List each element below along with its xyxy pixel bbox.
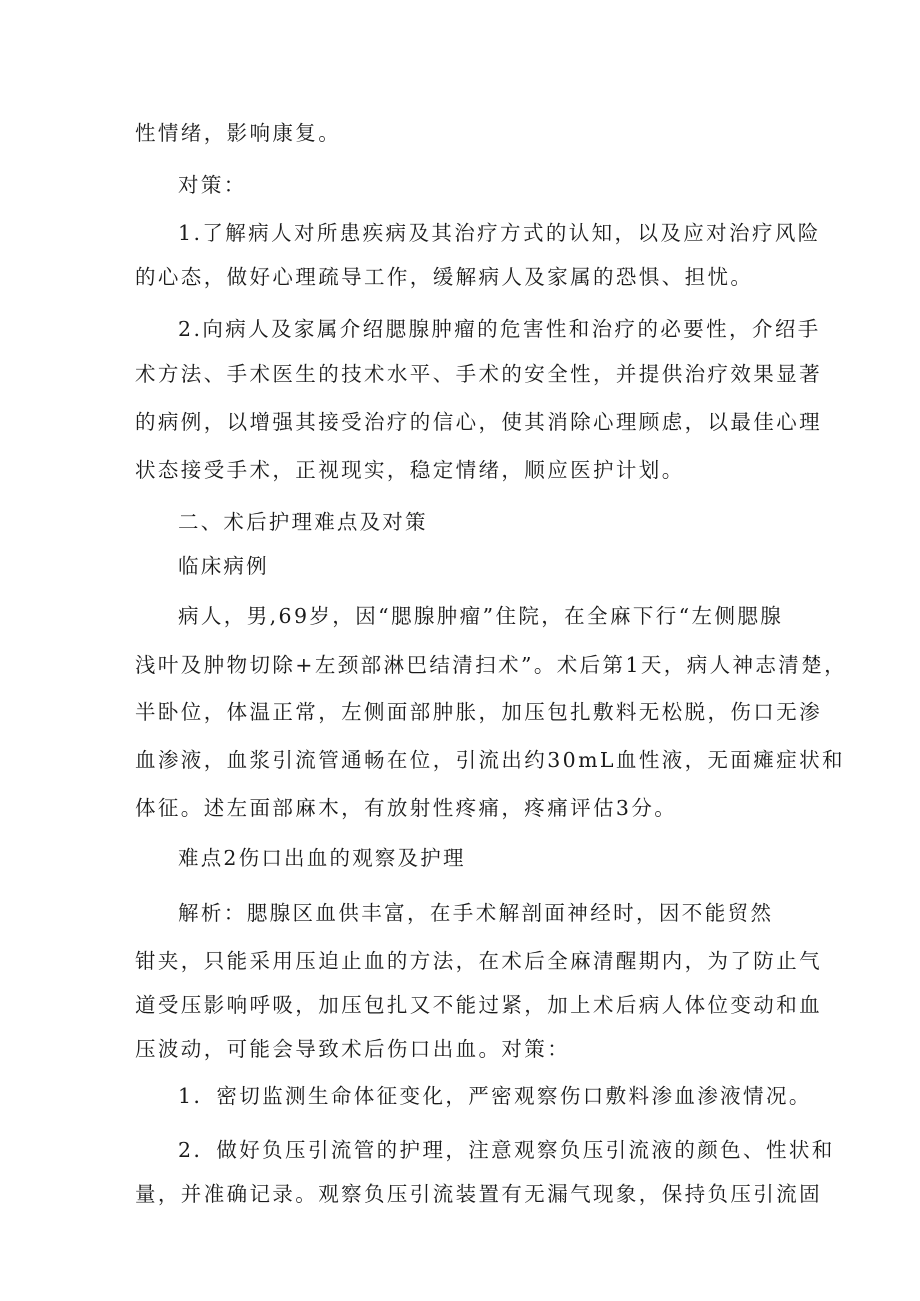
paragraph-line: 体征。述左面部麻木，有放射性疼痛，疼痛评估3分。 bbox=[135, 796, 678, 820]
paragraph-line: 压波动，可能会导致术后伤口出血。对策： bbox=[135, 1037, 571, 1061]
paragraph-line: 钳夹，只能采用压迫止血的方法，在术后全麻清醒期内，为了防止气 bbox=[135, 949, 822, 973]
list-item-line: 的病例，以增强其接受治疗的信心，使其消除心理顾虑，以最佳心理 bbox=[135, 410, 822, 434]
paragraph-line: 病人，男,69岁，因“腮腺肿瘤”住院，在全麻下行“左侧腮腺 bbox=[178, 604, 784, 628]
list-item-line: 1．密切监测生命体征变化，严密观察伤口敷料渗血渗液情况。 bbox=[178, 1084, 812, 1108]
list-item-line: 1.了解病人对所患疾病及其治疗方式的认知，以及应对治疗风险 bbox=[178, 221, 821, 245]
paragraph-line: 性情绪，影响康复。 bbox=[135, 121, 342, 145]
paragraph-line: 半卧位，体温正常，左侧面部肿胀，加压包扎敷料无松脱，伤口无渗 bbox=[135, 700, 822, 724]
section-heading: 二、术后护理难点及对策 bbox=[178, 510, 428, 534]
list-item-line: 量，并准确记录。观察负压引流装置有无漏气现象，保持负压引流固 bbox=[135, 1182, 822, 1206]
list-item-line: 2.向病人及家属介绍腮腺肿瘤的危害性和治疗的必要性，介绍手 bbox=[178, 317, 821, 341]
paragraph-line: 浅叶及肿物切除+左颈部淋巴结清扫术”。术后第1天，病人神志清楚， bbox=[135, 653, 847, 677]
subsection-heading: 临床病例 bbox=[178, 554, 269, 578]
paragraph-line: 道受压影响呼吸，加压包扎又不能过紧，加上术后病人体位变动和血 bbox=[135, 993, 822, 1017]
list-item-line: 2．做好负压引流管的护理，注意观察负压引流液的颜色、性状和 bbox=[178, 1138, 835, 1162]
section-label-countermeasures: 对策： bbox=[178, 173, 247, 197]
subsection-heading: 难点2伤口出血的观察及护理 bbox=[178, 846, 466, 870]
list-item-line: 的心态，做好心理疏导工作，缓解病人及家属的恐惧、担忧。 bbox=[135, 265, 754, 289]
paragraph-line: 解析：腮腺区血供丰富，在手术解剖面神经时，因不能贸然 bbox=[178, 901, 774, 925]
list-item-line: 术方法、手术医生的技术水平、手术的安全性，并提供治疗效果显著 bbox=[135, 362, 822, 386]
paragraph-line: 血渗液，血浆引流管通畅在位，引流出约30mL血性液，无面瘫症状和 bbox=[135, 748, 845, 772]
list-item-line: 状态接受手术，正视现实，稳定情绪，顺应医护计划。 bbox=[135, 458, 685, 482]
